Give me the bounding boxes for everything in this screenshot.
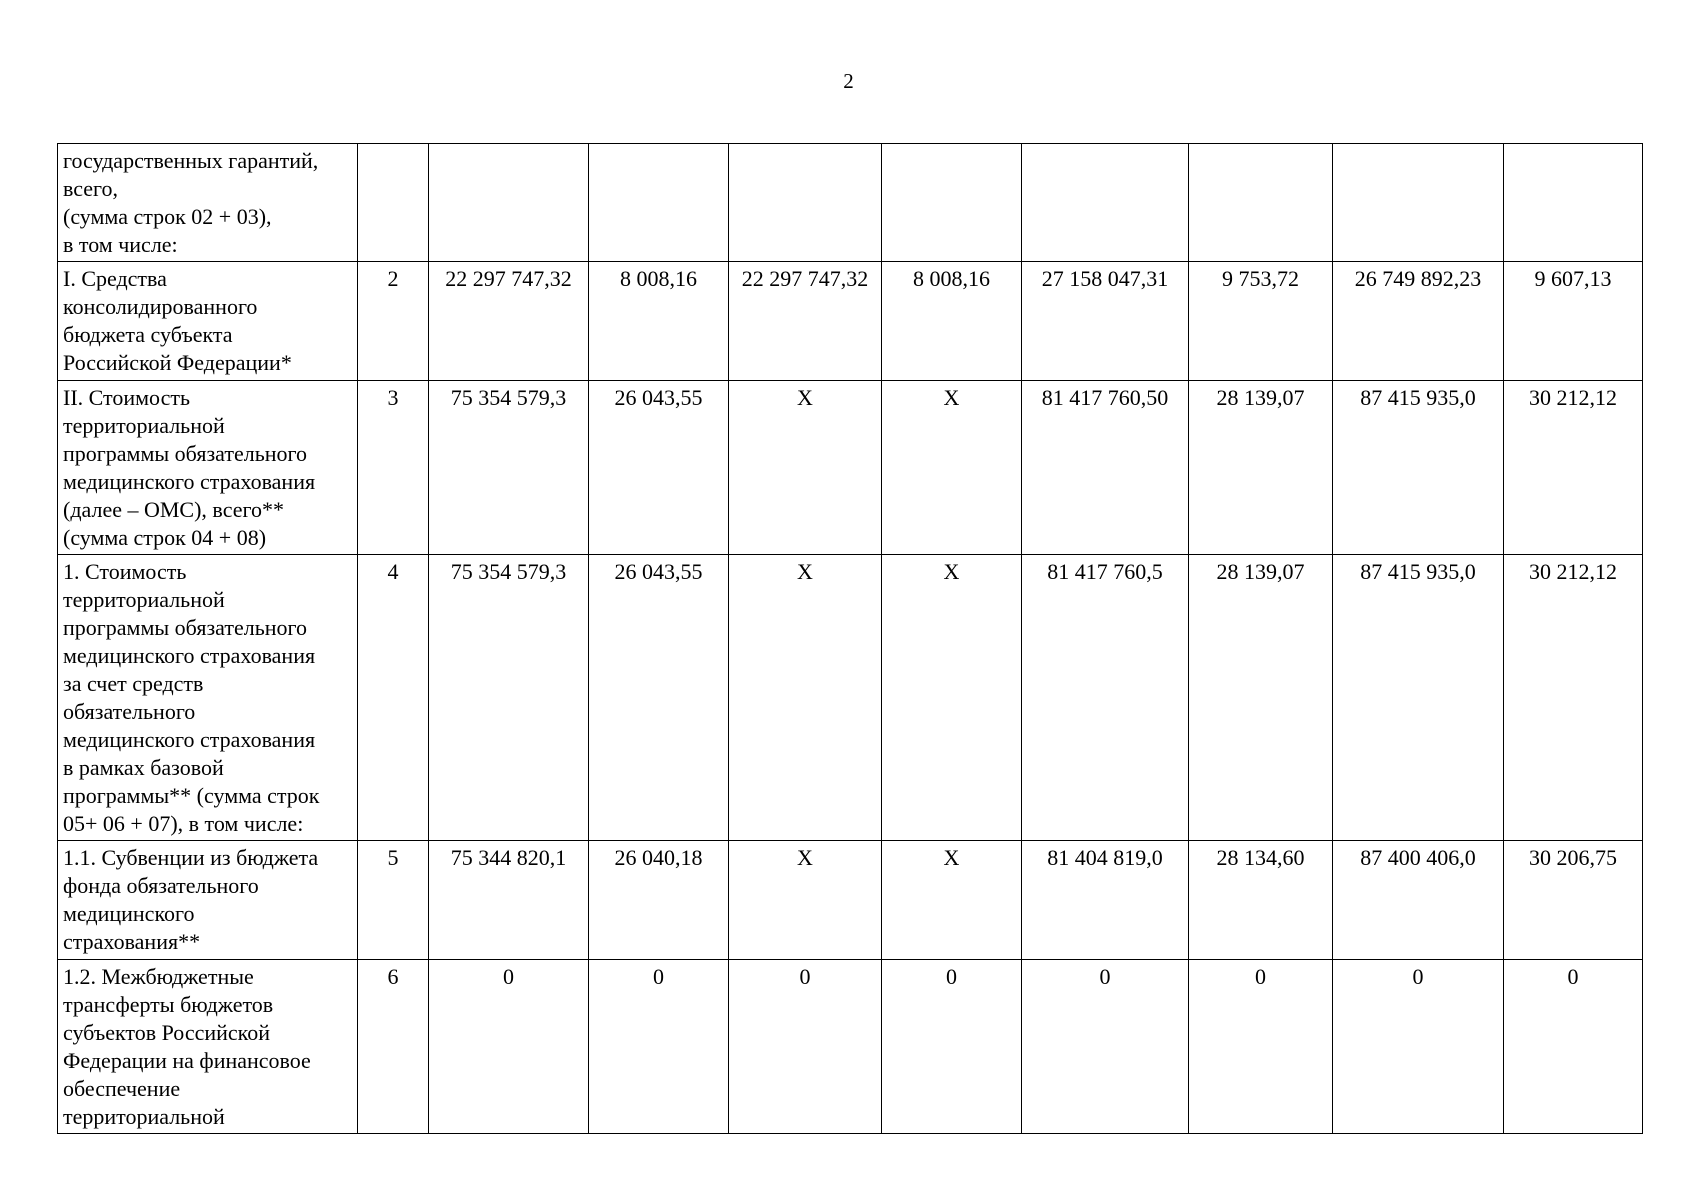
table-row [58,262,1643,381]
value-cell [1022,144,1189,262]
value-cell: 28 139,07 [1189,555,1333,841]
value-cell [589,144,729,262]
row-label-line: (сумма строк 02 + 03), [63,204,272,229]
row-label-line: государственных гарантий, [63,148,319,173]
value-cell: 0 [1504,960,1643,1134]
value-cell [882,144,1022,262]
row-label-line: фонда обязательного [63,873,259,898]
value-cell: 87 400 406,0 [1333,841,1504,960]
row-label-line: территориальной [63,587,225,612]
row-label-line: обязательного [63,699,196,724]
row-code-cell: 6 [358,960,429,1134]
row-label-line: программы обязательного [63,615,307,640]
row-label-line: Российской Федерации* [63,350,292,375]
row-label-line: медицинского страхования [63,727,316,752]
value-cell: 75 354 579,3 [429,555,589,841]
row-label-line: территориальной [63,1104,225,1129]
value-cell: 30 206,75 [1504,841,1643,960]
row-label-line: субъектов Российской [63,1020,271,1045]
row-label-line: за счет средств [63,671,204,696]
row-code-cell: 3 [358,381,429,555]
value-cell: 9 753,72 [1189,262,1333,381]
row-label-line: 1. Стоимость [63,559,187,584]
row-label-line: бюджета субъекта [63,322,233,347]
row-label-cell [58,841,358,960]
row-label-cell [58,262,358,381]
value-cell: 87 415 935,0 [1333,555,1504,841]
row-label-line: I. Средства [63,266,167,291]
value-cell: 81 417 760,5 [1022,555,1189,841]
row-code-cell [358,144,429,262]
value-cell: 30 212,12 [1504,381,1643,555]
row-label-line: II. Стоимость [63,385,191,410]
value-cell: 0 [429,960,589,1134]
value-cell: 0 [882,960,1022,1134]
value-cell: 87 415 935,0 [1333,381,1504,555]
value-cell: 81 404 819,0 [1022,841,1189,960]
value-cell: 81 417 760,50 [1022,381,1189,555]
value-cell: X [729,841,882,960]
value-cell: 0 [1022,960,1189,1134]
row-label-line: Федерации на финансовое [63,1048,311,1073]
value-cell: X [729,555,882,841]
row-label-line: (далее – ОМС), всего** [63,497,284,522]
value-cell: 26 043,55 [589,381,729,555]
value-cell: X [882,381,1022,555]
row-label-line: страхования** [63,929,201,954]
value-cell: 27 158 047,31 [1022,262,1189,381]
value-cell [729,144,882,262]
row-code-cell: 2 [358,262,429,381]
value-cell: 26 040,18 [589,841,729,960]
value-cell [1189,144,1333,262]
row-label-line: медицинского [63,901,195,926]
row-label-line: программы обязательного [63,441,307,466]
row-label-cell [58,555,358,841]
value-cell: 9 607,13 [1504,262,1643,381]
value-cell: 0 [1189,960,1333,1134]
row-label-line: 05+ 06 + 07), в том числе: [63,811,304,836]
row-label-line: в том числе: [63,232,178,257]
value-cell: 75 344 820,1 [429,841,589,960]
value-cell: X [882,841,1022,960]
table-row [58,555,1643,841]
value-cell: 8 008,16 [882,262,1022,381]
budget-table [57,143,1643,1134]
value-cell: 0 [729,960,882,1134]
row-label-line: всего, [63,176,119,201]
row-label-line: в рамках базовой [63,755,224,780]
row-label-line: обеспечение [63,1076,181,1101]
row-label-line: трансферты бюджетов [63,992,274,1017]
value-cell: 22 297 747,32 [429,262,589,381]
row-label-line: (сумма строк 04 + 08) [63,525,267,550]
row-code-cell: 4 [358,555,429,841]
value-cell: 8 008,16 [589,262,729,381]
row-label-line: 1.1. Субвенции из бюджета [63,845,319,870]
row-label-line: консолидированного [63,294,258,319]
row-code-cell: 5 [358,841,429,960]
value-cell: 0 [1333,960,1504,1134]
table-row [58,841,1643,960]
row-label-line: программы** (сумма строк [63,783,320,808]
value-cell: 30 212,12 [1504,555,1643,841]
table-row [58,960,1643,1134]
value-cell [429,144,589,262]
row-label-line: 1.2. Межбюджетные [63,964,254,989]
table-row [58,381,1643,555]
row-label-cell [58,381,358,555]
value-cell: 75 354 579,3 [429,381,589,555]
value-cell: 28 139,07 [1189,381,1333,555]
value-cell: 28 134,60 [1189,841,1333,960]
value-cell: 0 [589,960,729,1134]
row-label-line: территориальной [63,413,225,438]
value-cell: X [882,555,1022,841]
value-cell: X [729,381,882,555]
value-cell: 26 749 892,23 [1333,262,1504,381]
value-cell [1504,144,1643,262]
row-label-line: медицинского страхования [63,643,316,668]
value-cell [1333,144,1504,262]
row-label-line: медицинского страхования [63,469,316,494]
value-cell: 22 297 747,32 [729,262,882,381]
row-label-cell [58,960,358,1134]
row-label-cell [58,144,358,262]
table-row [58,144,1643,262]
value-cell: 26 043,55 [589,555,729,841]
page-number: 2 [843,69,854,93]
